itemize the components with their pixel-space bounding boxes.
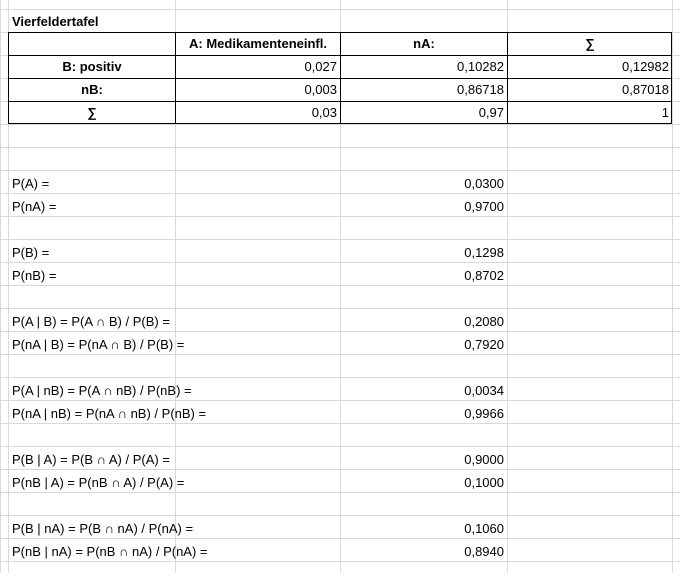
table-cell-b-a[interactable]: 0,027 <box>304 59 337 74</box>
calc-value-pa-given-b[interactable]: 0,2080 <box>464 314 504 329</box>
table-cell-nb-a[interactable]: 0,003 <box>304 82 337 97</box>
calc-label-pa-given-b[interactable]: P(A | B) = P(A ∩ B) / P(B) = <box>12 314 170 329</box>
calc-value-pa-given-nb[interactable]: 0,0034 <box>464 383 504 398</box>
column-gridline <box>672 0 673 573</box>
table-row-label-b[interactable]: B: positiv <box>62 59 122 74</box>
calc-label-pna-given-b[interactable]: P(nA | B) = P(nA ∩ B) / P(B) = <box>12 337 185 352</box>
calc-label-pb-given-na[interactable]: P(B | nA) = P(B ∩ nA) / P(nA) = <box>12 521 194 536</box>
calc-value-pa[interactable]: 0,0300 <box>464 176 504 191</box>
table-cell-nb-na[interactable]: 0,86718 <box>457 82 504 97</box>
sheet-title[interactable]: Vierfeldertafel <box>12 14 99 29</box>
calc-value-pnb-given-a[interactable]: 0,1000 <box>464 475 504 490</box>
table-header-sum[interactable]: ∑ <box>585 36 595 51</box>
calc-value-pna-given-nb[interactable]: 0,9966 <box>464 406 504 421</box>
calc-value-pna[interactable]: 0,9700 <box>464 199 504 214</box>
table-cell-sum-a[interactable]: 0,03 <box>311 105 337 120</box>
table-row-label-nb[interactable]: nB: <box>81 82 103 97</box>
table-header-corner[interactable] <box>9 32 175 55</box>
table-cell-sum-total[interactable]: 1 <box>661 105 669 120</box>
calc-label-pnb-given-na[interactable]: P(nB | nA) = P(nB ∩ nA) / P(nA) = <box>12 544 208 559</box>
calc-value-pb[interactable]: 0,1298 <box>464 245 504 260</box>
calc-label-pb-given-a[interactable]: P(B | A) = P(B ∩ A) / P(A) = <box>12 452 170 467</box>
table-cell-sum-na[interactable]: 0,97 <box>478 105 504 120</box>
table-cell-b-na[interactable]: 0,10282 <box>457 59 504 74</box>
calc-value-pb-given-a[interactable]: 0,9000 <box>464 452 504 467</box>
calc-label-pa-given-nb[interactable]: P(A | nB) = P(A ∩ nB) / P(nB) = <box>12 383 192 398</box>
calc-label-pa[interactable]: P(A) = <box>12 176 50 191</box>
table-cell-nb-sum[interactable]: 0,87018 <box>622 82 669 97</box>
calc-value-pb-given-na[interactable]: 0,1060 <box>464 521 504 536</box>
calc-label-pnb[interactable]: P(nB) = <box>12 268 57 283</box>
calc-value-pna-given-b[interactable]: 0,7920 <box>464 337 504 352</box>
calc-value-pnb-given-na[interactable]: 0,8940 <box>464 544 504 559</box>
calc-value-pnb[interactable]: 0,8702 <box>464 268 504 283</box>
calc-label-pnb-given-a[interactable]: P(nB | A) = P(nB ∩ A) / P(A) = <box>12 475 185 490</box>
table-header-na[interactable]: nA: <box>413 36 435 51</box>
table-header-a[interactable]: A: Medikamenteneinfl. <box>189 36 327 51</box>
calc-label-pb[interactable]: P(B) = <box>12 245 50 260</box>
calc-label-pna[interactable]: P(nA) = <box>12 199 57 214</box>
table-row-label-sum[interactable]: ∑ <box>87 105 97 120</box>
table-cell-b-sum[interactable]: 0,12982 <box>622 59 669 74</box>
calc-label-pna-given-nb[interactable]: P(nA | nB) = P(nA ∩ nB) / P(nB) = <box>12 406 207 421</box>
